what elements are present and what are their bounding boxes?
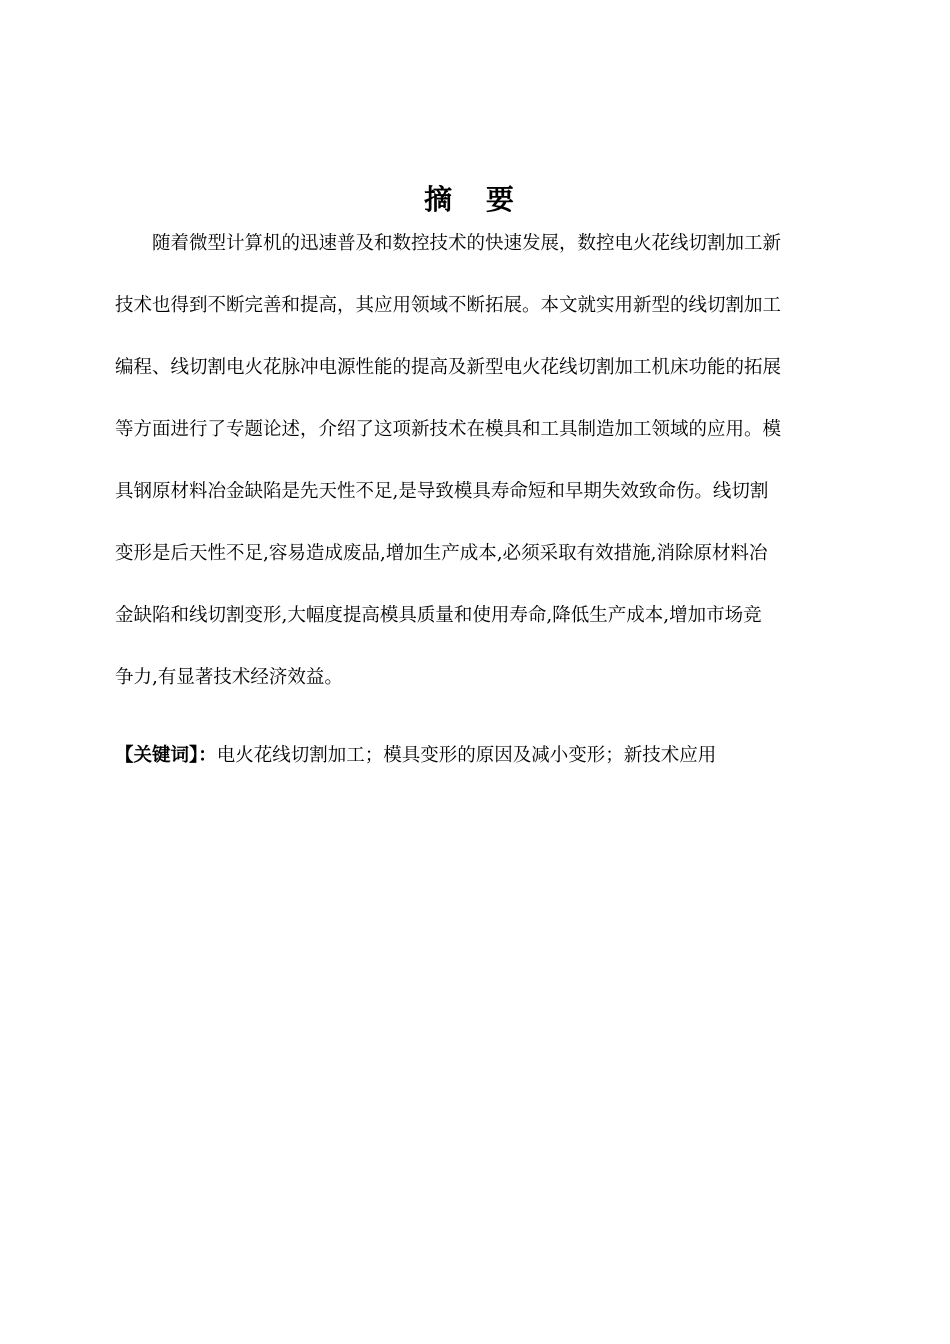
abstract-body — [115, 213, 805, 709]
abstract-line: 金缺陷和线切割变形,大幅度提高模具质量和使用寿命,降低生产成本,增加市场竞 — [115, 605, 762, 626]
abstract-line: 具钢原材料冶金缺陷是先天性不足,是导致模具寿命短和早期失效致命伤。线切割 — [115, 481, 769, 502]
abstract-line: 等方面进行了专题论述，介绍了这项新技术在模具和工具制造加工领域的应用。模 — [115, 419, 782, 440]
abstract-line: 随着微型计算机的迅速普及和数控技术的快速发展，数控电火花线切割加工新 — [152, 233, 782, 254]
page-title: 摘 要 — [424, 183, 526, 216]
abstract-line: 编程、线切割电火花脉冲电源性能的提高及新型电火花线切割加工机床功能的拓展 — [115, 357, 782, 378]
abstract-line: 争力,有显著技术经济效益。 — [115, 667, 343, 688]
keywords-text: 电火花线切割加工；模具变形的原因及减小变形；新技术应用 — [216, 745, 717, 766]
abstract-line: 变形是后天性不足,容易造成废品,增加生产成本,必须采取有效措施,消除原材料冶 — [115, 543, 768, 564]
keywords-label: 【关键词】： — [115, 745, 217, 766]
keywords — [115, 739, 835, 773]
abstract-line: 技术也得到不断完善和提高，其应用领域不断拓展。本文就实用新型的线切割加工 — [115, 295, 782, 316]
